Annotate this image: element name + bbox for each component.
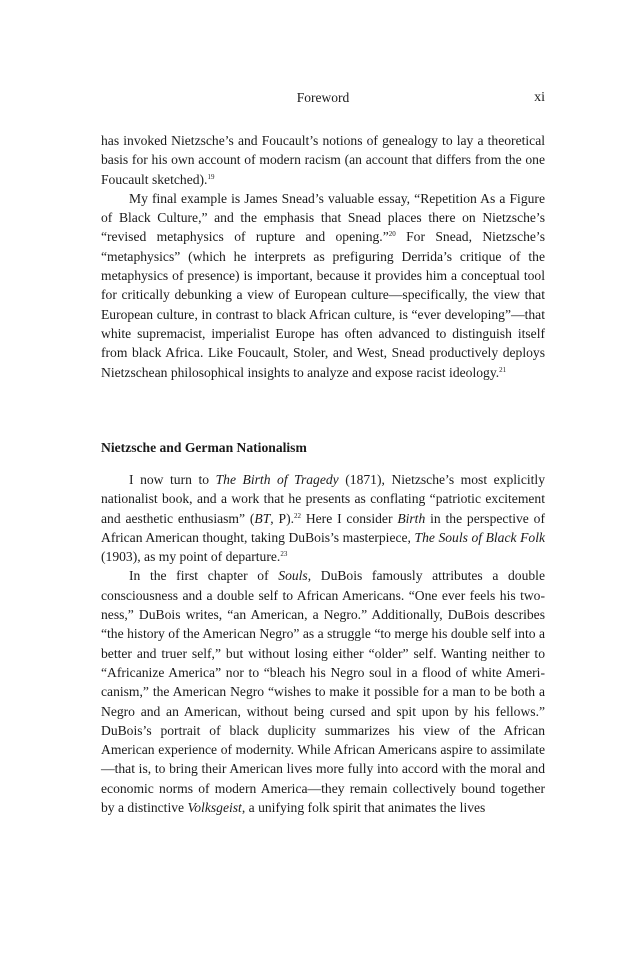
paragraph xyxy=(101,189,545,382)
section-intro-text xyxy=(101,131,545,382)
paragraph-text: has invoked Nietzsche’s and Foucault’s notions of genealogy to lay a theoretical basis for his own account of modern racism (an account that differs from the one Foucault sketched). xyxy=(101,133,545,187)
paragraph xyxy=(101,470,545,566)
book-title: The Souls of Black Folk xyxy=(414,529,546,545)
paragraph-text: My final example is James Snead’s valuable essay, “Repetition As a Figure of Black Culture,” and the emphasis that Snead places there on Nietzsche’s “revised metaphysics of rupture and opening.” xyxy=(101,190,545,245)
abbreviation: BT xyxy=(254,510,271,526)
footnote-ref: 19 xyxy=(207,172,215,181)
footnote-ref: 23 xyxy=(280,550,288,559)
paragraph-text: in the perspective of African American thought, taking DuBois’s masterpiece, xyxy=(101,510,545,545)
book-title: The Birth of Tragedy xyxy=(215,472,339,487)
paragraph-text: Here I consider xyxy=(301,510,398,526)
footnote-ref: 21 xyxy=(499,365,507,374)
paragraph-text: I now turn to xyxy=(129,472,216,487)
paragraph xyxy=(101,131,545,189)
paragraph-text: For Snead, Nietzsche’s “metaphysics” (which he interprets as prefiguring Derrida’s critique of the metaphysics of presence) is important, because it provides him a conceptual tool for critically debunking a view of European culture—specifically, the view that European culture, in contrast to black African culture, is “ever developing”—that white supremacist, imperialist Europe has often advanced to distinguish itself from black Africa. Like Foucault, Stoler, and West, Snead productively deploys Nietzschean philosophical insights to analyze and expose racist ideology. xyxy=(101,229,546,380)
footnote-ref: 22 xyxy=(294,511,301,520)
footnote-ref: 20 xyxy=(388,230,396,239)
paragraph-text: In the first chapter of xyxy=(129,568,279,584)
running-title: Foreword xyxy=(296,90,350,105)
paragraph xyxy=(101,566,545,817)
section-main-text xyxy=(101,470,545,817)
foreign-term: Volksgeist xyxy=(187,800,242,816)
paragraph-text: , P). xyxy=(270,510,294,526)
paragraph-text: (1871), Nietzsche’s most explicitly nationalist book, and a work that he presents as conflating “patriotic excitement and aesthetic enthusiasm” ( xyxy=(101,472,545,526)
paragraph-text: , a unifying folk spirit that animates the lives xyxy=(241,800,486,816)
book-title: Souls xyxy=(278,568,308,584)
section-heading: Nietzsche and German Nationalism xyxy=(101,440,307,455)
running-head xyxy=(101,90,545,110)
paragraph-text: , DuBois famously attributes a double consciousness and a double self to African Americans. “One ever feels his two-ness,” DuBois writes, “an American, a Negro.” Additionally, DuBois describes “the history of the American Negro” as a struggle “to merge his double self into a better and truer self,” but without losing either “older” self. Wanting neither to “Africanize America” nor to “bleach his Negro soul in a flood of white Americanism,” the American Negro “wishes to make it possible for a man to be both a Negro and an American, without being cursed and spit upon by his fellows.” DuBois’s portrait of black duplicity summarizes his view of the African American experience of modernity. While African Americans aspire to assimilate—that is, to bring their American lives more fully into accord with the moral and economic norms of modern America—they remain collectively bound together by a distinctive xyxy=(101,568,545,816)
paragraph-text: (1903), as my point of departure. xyxy=(101,549,281,565)
page-number: xi xyxy=(534,90,545,105)
book-title: Birth xyxy=(397,510,426,526)
